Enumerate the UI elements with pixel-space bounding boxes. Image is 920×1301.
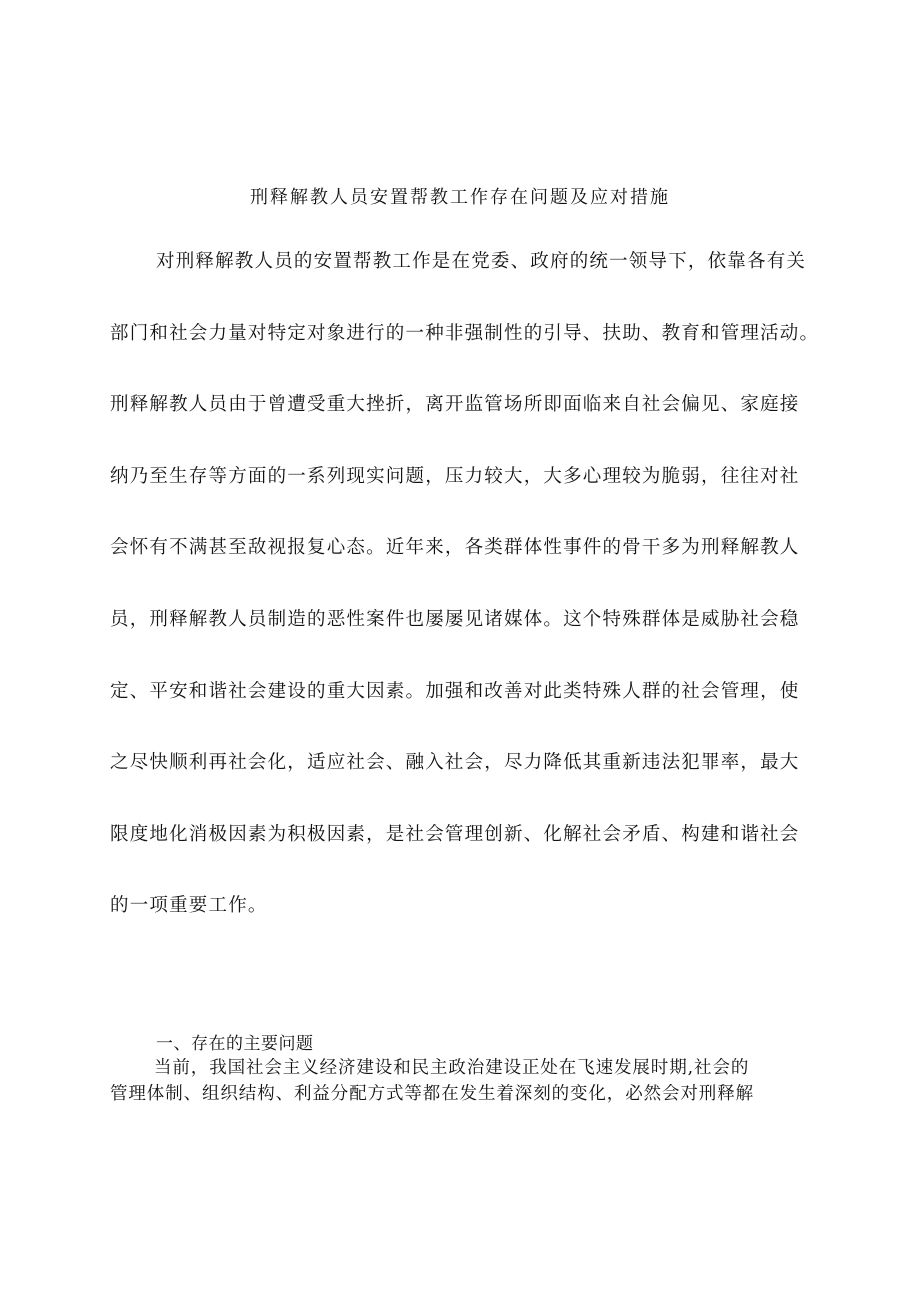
intro-line: 限度地化消极因素为积极因素，是社会管理创新、化解社会矛盾、构建和谐社会 [110, 823, 800, 845]
intro-paragraph [110, 248, 820, 964]
intro-line: 之尽快顺利再社会化，适应社会、融入社会，尽力降低其重新违法犯罪率，最大 [110, 752, 800, 774]
intro-line: 纳乃至生存等方面的一系列现实问题，压力较大，大多心理较为脆弱，往往对社 [110, 465, 800, 487]
section-heading: 一、存在的主要问题 [156, 1034, 314, 1054]
intro-line: 对刑释解教人员的安置帮教工作是在党委、政府的统一领导下，依靠各有关 [156, 251, 807, 272]
intro-line: 员，刑释解教人员制造的恶性案件也屡屡见诸媒体。这个特殊群体是威胁社会稳 [110, 608, 800, 630]
intro-line: 会怀有不满甚至敌视报复心态。近年来，各类群体性事件的骨干多为刑释解教人 [110, 537, 800, 559]
intro-line: 部门和社会力量对特定对象进行的一种非强制性的引导、扶助、教育和管理活动。 [110, 322, 820, 344]
section-line: 当前，我国社会主义经济建设和民主政治建设正处在飞速发展时期,社会的 [154, 1058, 750, 1078]
intro-line: 的一项重要工作。 [110, 895, 268, 917]
section-paragraph [110, 1055, 810, 1107]
document-title: 刑释解教人员安置帮教工作存在问题及应对措施 [250, 187, 670, 208]
intro-line: 定、平安和谐社会建设的重大因素。加强和改善对此类特殊人群的社会管理，使 [110, 680, 800, 702]
section-line: 管理体制、组织结构、利益分配方式等都在发生着深刻的变化，必然会对刑释解 [110, 1084, 754, 1104]
intro-line: 刑释解教人员由于曾遭受重大挫折，离开监管场所即面临来自社会偏见、家庭接 [110, 394, 800, 416]
